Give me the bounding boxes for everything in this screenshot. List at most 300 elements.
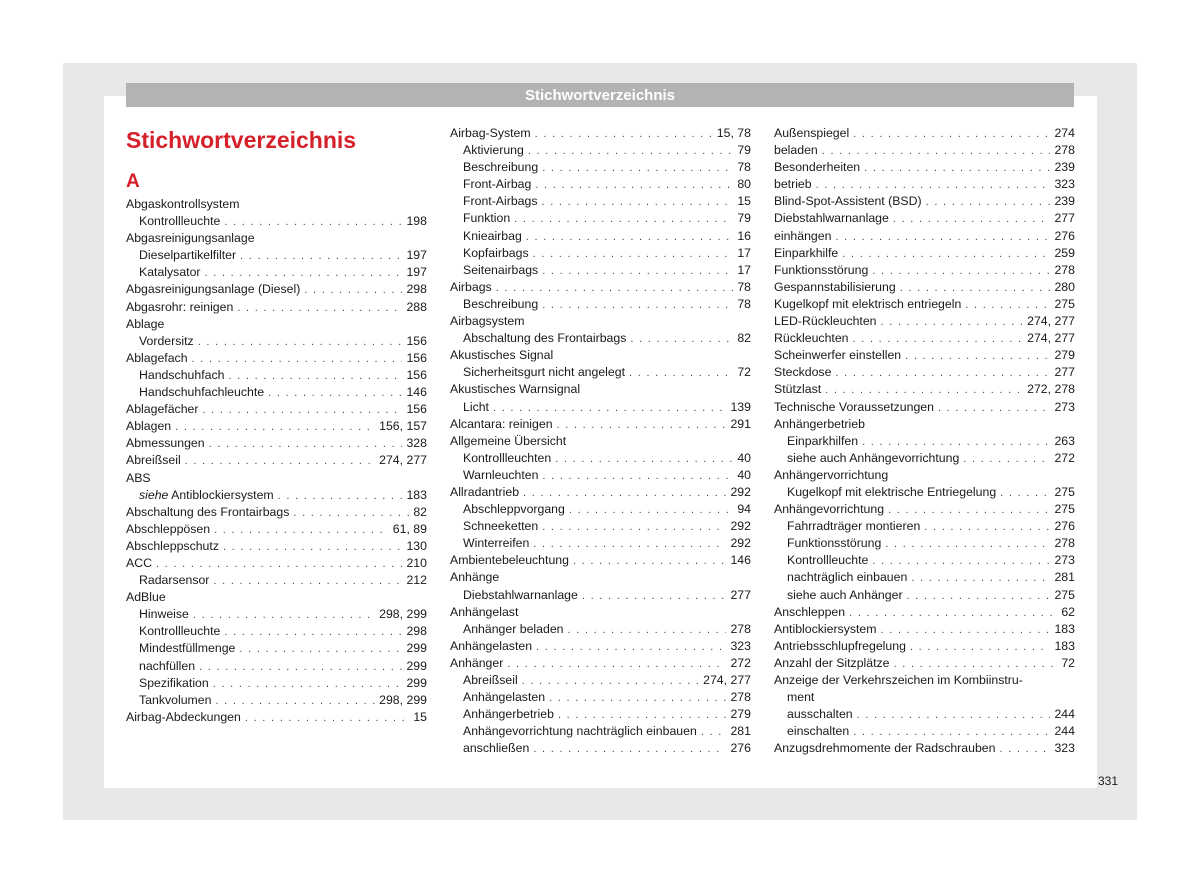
dot-leader: [963, 451, 1050, 467]
index-subentry: [450, 518, 751, 535]
index-subentry: [126, 675, 427, 692]
index-term: [787, 689, 814, 706]
page-reference: 278: [730, 621, 751, 636]
dot-leader: [523, 485, 726, 501]
dot-leader: [558, 707, 727, 723]
index-term: [774, 347, 901, 364]
dot-leader: [557, 417, 727, 433]
page-reference: 78: [737, 279, 751, 294]
page-reference: 272: [1054, 450, 1075, 465]
index-subentry: [450, 228, 751, 245]
index-term: [463, 142, 524, 159]
index-term-text: Spezifikation: [139, 675, 209, 690]
page-title: Stichwortverzeichnis: [126, 127, 357, 153]
index-term: [126, 418, 171, 435]
index-subentry: [450, 450, 751, 467]
index-term-text: Außenspiegel: [774, 126, 850, 140]
index-subentry: [126, 658, 427, 675]
index-subentry: [126, 572, 427, 589]
index-term: [463, 587, 578, 604]
index-term-text: Diebstahlwarnanlage: [774, 211, 889, 226]
index-term-text: Ablagefach: [126, 350, 188, 365]
index-term-text: Seitenairbags: [463, 262, 539, 277]
index-term: [774, 621, 877, 638]
page-reference: 278: [1054, 262, 1075, 277]
index-entry: [126, 299, 427, 316]
dot-leader: [825, 382, 1023, 398]
page-reference: 61, 89: [392, 521, 427, 536]
index-subentry: [450, 399, 751, 416]
index-entry: [774, 193, 1075, 210]
index-term-text: Radarsensor: [139, 573, 210, 588]
page-reference: 274: [1054, 126, 1075, 140]
index-entry: [774, 142, 1075, 159]
page-reference: 244: [1054, 724, 1075, 739]
dot-leader: [237, 300, 402, 316]
index-term-text: Besonderheiten: [774, 160, 861, 175]
page-reference: 298, 299: [379, 692, 427, 707]
index-term: [787, 433, 858, 450]
page-reference: 239: [1054, 160, 1075, 175]
index-entry: [450, 484, 751, 501]
index-term-text: Kopfairbags: [463, 245, 529, 260]
index-term: [450, 313, 525, 330]
index-subentry: [774, 706, 1075, 723]
index-term-text: Abreißseil: [126, 453, 181, 468]
index-term: [463, 723, 697, 740]
dot-leader: [240, 248, 402, 264]
page-reference: 62: [1061, 604, 1075, 619]
dot-leader: [192, 351, 403, 367]
page-reference: 82: [413, 504, 427, 519]
index-term: [463, 245, 529, 262]
index-subentry: [774, 484, 1075, 501]
dot-leader: [213, 676, 403, 692]
index-subentry: [774, 569, 1075, 586]
index-subentry: [450, 723, 751, 740]
index-term: [774, 501, 884, 518]
page-reference: 298: [406, 282, 427, 297]
index-term: [463, 210, 510, 227]
dot-leader: [555, 451, 733, 467]
index-term-text: Abschaltung des Frontairbags: [463, 331, 627, 346]
index-term: [774, 604, 845, 621]
index-term-text: betrieb: [774, 177, 812, 192]
dot-leader: [533, 536, 726, 552]
page-reference: 183: [1054, 638, 1075, 653]
dot-leader: [893, 211, 1051, 227]
dot-leader: [533, 246, 734, 262]
dot-leader: [522, 673, 699, 689]
index-entry: [450, 604, 751, 621]
index-term-text: nachträglich einbauen: [787, 570, 908, 585]
index-term-text: Stützlast: [774, 382, 822, 397]
index-term: [463, 689, 545, 706]
index-term-text: Sicherheitsgurt nicht angelegt: [463, 365, 626, 380]
index-term: [463, 176, 531, 193]
dot-leader: [496, 280, 734, 296]
index-entry: [450, 279, 751, 296]
dot-leader: [965, 297, 1050, 313]
index-term: [126, 521, 210, 538]
page-reference: 277: [1054, 365, 1075, 380]
dot-leader: [1000, 485, 1050, 501]
index-term-text: Antiblockiersystem: [774, 621, 877, 636]
index-term-text: Akustisches Warnsignal: [450, 382, 581, 397]
page-reference: 212: [406, 573, 427, 588]
index-subentry: [126, 247, 427, 264]
index-term: [774, 142, 818, 159]
page-reference: 288: [406, 299, 427, 314]
page-reference: 156, 157: [379, 419, 427, 434]
index-term: [139, 487, 274, 504]
page-reference: 198: [406, 214, 427, 229]
index-term-text: Airbagsystem: [450, 314, 525, 329]
dot-leader: [842, 246, 1050, 262]
index-entry: [774, 347, 1075, 364]
dot-leader: [853, 331, 1024, 347]
page-reference: 15, 78: [716, 126, 751, 140]
index-term-text: Antiblockiersystem: [168, 487, 274, 502]
index-subentry: [450, 245, 751, 262]
dot-leader: [835, 365, 1050, 381]
index-entry: [450, 381, 751, 398]
index-subentry: [774, 535, 1075, 552]
index-term-text: Anschleppen: [774, 604, 846, 619]
index-subentry: [126, 487, 427, 504]
index-term: [787, 706, 853, 723]
index-term-text: Airbag-Abdeckungen: [126, 709, 241, 724]
index-term: [774, 125, 849, 142]
dot-leader: [573, 553, 727, 569]
index-term-text: Anzugsdrehmomente der Radschrauben: [774, 741, 996, 756]
index-entry: [126, 504, 427, 521]
page-reference: 79: [737, 211, 751, 226]
index-entry: [450, 638, 751, 655]
index-term: [463, 399, 489, 416]
dot-leader: [862, 434, 1050, 450]
index-term-text: Beschreibung: [463, 160, 539, 175]
index-term: [126, 709, 241, 726]
index-entry: [774, 381, 1075, 398]
index-term-text: AdBlue: [126, 590, 166, 605]
index-term: [787, 552, 868, 569]
index-subentry: [450, 672, 751, 689]
index-term: [774, 330, 849, 347]
page-reference: 278: [1054, 536, 1075, 551]
index-term: [787, 535, 881, 552]
index-entry: [126, 418, 427, 435]
index-term-text: Anhängelast: [450, 604, 519, 619]
index-entry: [774, 313, 1075, 330]
index-entry: [774, 228, 1075, 245]
index-entry: [126, 196, 427, 213]
index-term-text: Kontrollleuchten: [463, 450, 552, 465]
page-reference: 274, 277: [703, 673, 751, 687]
index-term: [774, 364, 831, 381]
index-subentry: [450, 467, 751, 484]
index-term-text: Anzahl der Sitzplätze: [774, 655, 890, 670]
index-term-text: Kugelkopf mit elektrische Entriegelung: [787, 484, 997, 499]
index-term: [774, 245, 838, 262]
index-term-text: Airbags: [450, 279, 492, 294]
page-reference: 263: [1054, 433, 1075, 448]
dot-leader: [185, 453, 375, 469]
index-term: [139, 333, 194, 350]
page-reference: 276: [730, 741, 751, 756]
index-term: [774, 159, 860, 176]
page-reference: 183: [1054, 621, 1075, 636]
page-reference: 197: [406, 248, 427, 263]
index-term-text: Funktionsstörung: [774, 262, 869, 277]
page-reference: 146: [406, 385, 427, 400]
index-term-text: Allgemeine Übersicht: [450, 433, 567, 448]
index-term: [774, 210, 889, 227]
page-reference: 156: [406, 402, 427, 417]
page-reference: 210: [406, 555, 427, 570]
index-term: [774, 262, 868, 279]
index-term-text: ment: [787, 690, 815, 705]
index-term-text: einschalten: [787, 724, 850, 739]
dot-leader: [701, 724, 727, 740]
dot-leader: [907, 588, 1051, 604]
index-term: [450, 279, 492, 296]
index-subentry: [126, 692, 427, 709]
index-column-2: [450, 125, 751, 757]
index-term: [139, 606, 189, 623]
index-entry: [774, 672, 1075, 689]
index-entry: [774, 655, 1075, 672]
index-term: [126, 316, 164, 333]
index-term-text: Rückleuchten: [774, 331, 849, 346]
dot-leader: [910, 639, 1051, 655]
index-term: [774, 381, 821, 398]
index-term: [139, 675, 209, 692]
index-term-text: Aktivierung: [463, 143, 524, 158]
index-term-text: Hinweise: [139, 607, 189, 622]
page-reference: 274, 277: [1027, 331, 1075, 346]
page-reference: 139: [730, 399, 751, 414]
dot-leader: [549, 690, 726, 706]
dot-leader: [245, 710, 409, 726]
page-reference: 291: [730, 416, 751, 431]
dot-leader: [268, 385, 402, 401]
index-entry: [126, 435, 427, 452]
index-term-text: siehe auch Anhängevorrichtung: [787, 450, 960, 465]
page-reference: 130: [406, 538, 427, 553]
page-reference: 275: [1054, 296, 1075, 311]
dot-leader: [857, 707, 1051, 723]
dot-leader: [542, 160, 733, 176]
index-term-text: Abschleppvorgang: [463, 502, 565, 517]
index-entry: [126, 401, 427, 418]
page-reference: 280: [1054, 279, 1075, 294]
index-term-text: LED-Rückleuchten: [774, 314, 877, 329]
index-term-text: Abschleppschutz: [126, 538, 219, 553]
index-term-text: anschließen: [463, 741, 530, 756]
page-reference: 277: [730, 587, 751, 602]
dot-leader: [156, 556, 403, 572]
page-reference: 279: [1054, 348, 1075, 363]
dot-leader: [835, 229, 1050, 245]
dot-leader: [215, 693, 375, 709]
dot-leader: [864, 160, 1050, 176]
dot-leader: [214, 522, 389, 538]
page-reference: 323: [1054, 177, 1075, 192]
index-term: [126, 350, 188, 367]
index-term: [139, 658, 195, 675]
index-term: [463, 706, 554, 723]
dot-leader: [209, 436, 403, 452]
index-term-text: Scheinwerfer einstellen: [774, 348, 902, 363]
index-term-text: Anhängelasten: [450, 638, 533, 653]
index-term: [463, 467, 538, 484]
index-term: [450, 638, 532, 655]
dot-leader: [853, 126, 1050, 142]
dot-leader: [629, 365, 733, 381]
index-term-text: Front-Airbag: [463, 177, 532, 192]
page-number: 331: [1098, 774, 1119, 788]
index-term: [787, 587, 903, 604]
index-subentry: [126, 606, 427, 623]
index-term: [126, 504, 289, 521]
page-reference: 281: [1054, 570, 1075, 585]
index-term: [463, 330, 626, 347]
index-term-text: Katalysator: [139, 265, 201, 280]
index-term: [463, 740, 529, 757]
index-term-text: Steckdose: [774, 365, 832, 380]
index-entry: [450, 313, 751, 330]
index-entry: [774, 467, 1075, 484]
index-term: [774, 467, 888, 484]
page-reference: 281: [730, 724, 751, 739]
page-reference: 276: [1054, 519, 1075, 534]
index-term: [450, 569, 499, 586]
index-entry: [126, 555, 427, 572]
index-term-text: Einparkhilfen: [787, 433, 859, 448]
page-reference: 78: [737, 160, 751, 175]
index-term-text: Kugelkopf mit elektrisch entriegeln: [774, 296, 962, 311]
page-reference: 16: [737, 228, 751, 243]
page-reference: 328: [406, 436, 427, 451]
index-subentry: [774, 450, 1075, 467]
dot-leader: [198, 334, 403, 350]
index-subentry: [450, 210, 751, 227]
dot-leader: [905, 348, 1050, 364]
index-term: [774, 279, 896, 296]
index-term-text: Funktionsstörung: [787, 536, 882, 551]
page-reference: 277: [1054, 211, 1075, 226]
index-term: [126, 589, 166, 606]
index-term: [463, 535, 529, 552]
page-reference: 279: [730, 707, 751, 722]
index-term-text: Anzeige der Verkehrszeichen im Kombiinstru-: [774, 673, 1023, 687]
dot-leader: [535, 177, 733, 193]
page-reference: 278: [1054, 143, 1075, 158]
index-term-text: Ablage: [126, 316, 165, 331]
index-term-text: Abschaltung des Frontairbags: [126, 504, 290, 519]
index-subentry: [450, 621, 751, 638]
index-term: [463, 450, 551, 467]
index-term: [774, 313, 877, 330]
index-subentry: [450, 262, 751, 279]
dot-leader: [542, 263, 733, 279]
index-subentry: [450, 330, 751, 347]
index-term: [774, 740, 995, 757]
index-term-text: Technische Voraussetzungen: [774, 399, 934, 414]
index-term-text: Anhängelasten: [463, 690, 546, 705]
page-reference: 272: [730, 655, 751, 670]
dot-leader: [849, 605, 1057, 621]
page-reference: 17: [737, 262, 751, 277]
index-term: [139, 384, 264, 401]
dot-leader: [999, 741, 1050, 757]
page-reference: 273: [1054, 553, 1075, 568]
dot-leader: [202, 402, 402, 418]
index-entry: [774, 501, 1075, 518]
index-subentry: [774, 552, 1075, 569]
index-term-text: Anhängervorrichtung: [774, 467, 889, 482]
index-entry: [774, 245, 1075, 262]
dot-leader: [630, 331, 733, 347]
index-term-text: Dieselpartikelfilter: [139, 248, 237, 263]
index-subentry: [126, 264, 427, 281]
dot-leader: [533, 741, 726, 757]
index-term: [787, 569, 907, 586]
index-term-text: Mindestfüllmenge: [139, 641, 236, 656]
index-term-text: Allradantrieb: [450, 484, 520, 499]
index-term: [126, 452, 181, 469]
index-term: [774, 399, 934, 416]
dot-leader: [881, 314, 1024, 330]
index-term-text: Airbag-System: [450, 126, 531, 140]
page-reference: 292: [730, 519, 751, 534]
dot-leader: [224, 214, 402, 230]
page-reference: 146: [730, 553, 751, 568]
index-term: [463, 364, 625, 381]
page-reference: 298: [406, 624, 427, 639]
index-entry: [126, 316, 427, 333]
index-entry: [450, 655, 751, 672]
index-term: [139, 247, 236, 264]
index-term: [126, 538, 219, 555]
page-reference: 80: [737, 177, 751, 192]
index-term: [463, 518, 538, 535]
index-term: [139, 640, 235, 657]
index-subentry: [774, 723, 1075, 740]
dot-leader: [199, 659, 402, 675]
index-term-text: Abmessungen: [126, 436, 205, 451]
dot-leader: [924, 519, 1050, 535]
index-term: [774, 672, 1023, 689]
dot-leader: [175, 419, 375, 435]
index-term-text: nachfüllen: [139, 658, 196, 673]
page-reference: 292: [730, 536, 751, 551]
dot-leader: [872, 553, 1050, 569]
index-term-text: Alcantara: reinigen: [450, 416, 553, 431]
dot-leader: [213, 573, 402, 589]
dot-leader: [542, 519, 726, 535]
page-reference: 275: [1054, 587, 1075, 602]
index-term-text: Diebstahlwarnanlage: [463, 587, 578, 602]
index-subentry: [126, 623, 427, 640]
index-term-text: ACC: [126, 555, 152, 570]
index-term-text: Tankvolumen: [139, 692, 212, 707]
index-entry: [126, 470, 427, 487]
index-term: [126, 299, 233, 316]
dot-leader: [536, 639, 726, 655]
index-term-text: Abgasreinigungsanlage: [126, 231, 255, 246]
